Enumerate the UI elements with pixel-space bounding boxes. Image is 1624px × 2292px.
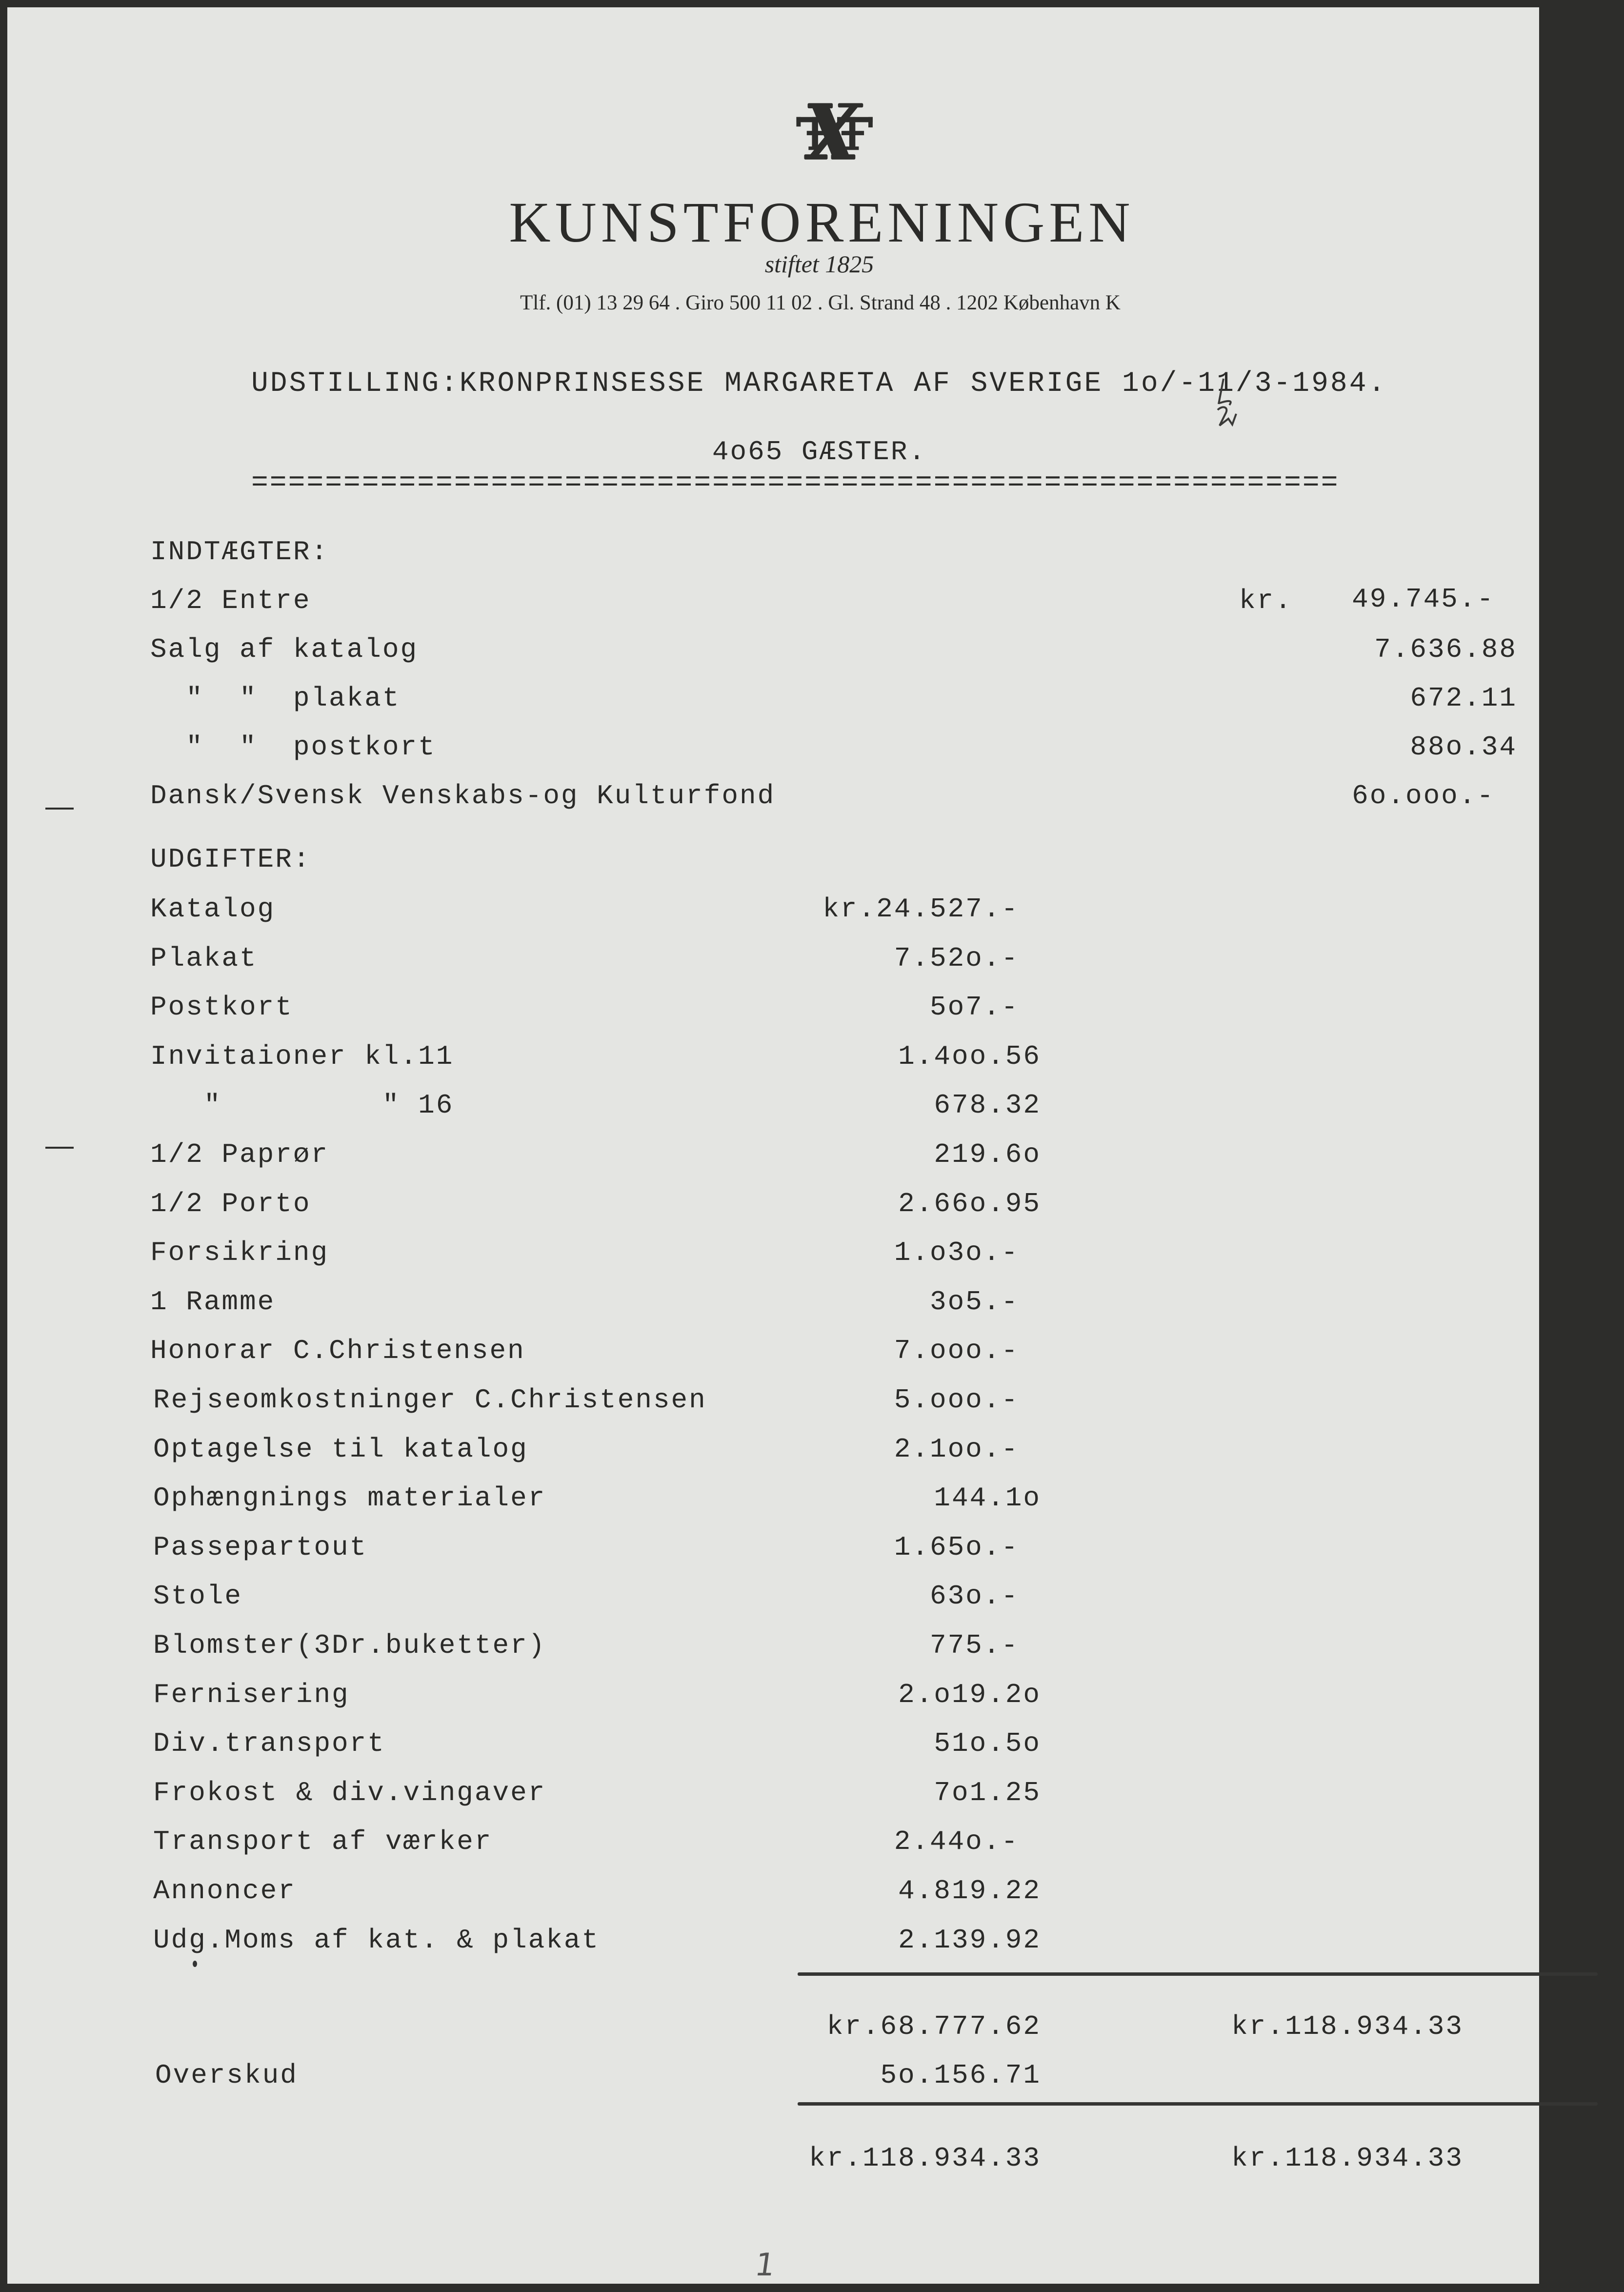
expense-amount: 5.ooo.- (894, 1384, 1019, 1416)
margin-tick-mark (45, 1147, 74, 1149)
income-heading: INDTÆGTER: (150, 536, 329, 568)
expense-label: Fernisering (153, 1679, 350, 1710)
balance-right: kr.118.934.33 (1231, 2143, 1464, 2174)
page-number: 1 (752, 2247, 778, 2283)
margin-tick-mark (45, 808, 74, 810)
expense-amount: 5o7.- (929, 992, 1019, 1023)
expense-amount: 51o.5o (934, 1728, 1041, 1759)
expense-amount: 678.32 (934, 1090, 1041, 1121)
expense-amount: 2.1oo.- (894, 1434, 1019, 1465)
expense-label: Passepartout (153, 1532, 368, 1563)
income-total: kr.118.934.33 (1231, 2011, 1464, 2042)
income-amount: 88o.34 (1410, 731, 1517, 763)
expense-label: Udg.Moms af kat. & plakat (153, 1925, 600, 1956)
expenses-subtotal: kr.68.777.62 (826, 2011, 1041, 2042)
expense-label: Postkort (150, 992, 293, 1023)
expense-amount: 1.4oo.56 (898, 1041, 1041, 1072)
stray-dot (193, 1961, 197, 1967)
organization-name: KUNSTFORENINGEN (509, 190, 1135, 254)
expense-label: Invitaioner kl.11 (150, 1041, 454, 1072)
expense-amount: 775.- (929, 1630, 1019, 1661)
expense-amount: 63o.- (929, 1581, 1019, 1612)
expense-amount: 1.65o.- (894, 1532, 1019, 1563)
income-label: Dansk/Svensk Venskabs-og Kulturfond (150, 780, 776, 811)
expense-amount: 7.52o.- (894, 943, 1019, 974)
expense-label: Frokost & div.vingaver (153, 1777, 546, 1808)
income-label: " " postkort (150, 731, 436, 763)
expense-label: Transport af værker (153, 1826, 493, 1857)
balance-left: kr.118.934.33 (809, 2143, 1041, 2174)
expense-label: Plakat (150, 943, 258, 974)
expense-label: Honorar C.Christensen (150, 1335, 525, 1366)
handwritten-correction (1209, 375, 1253, 428)
income-label: " " plakat (150, 683, 401, 714)
kf-monogram-icon (776, 93, 883, 171)
income-amount: 6o.ooo.- (1352, 780, 1495, 811)
expense-amount: 2.66o.95 (898, 1188, 1041, 1219)
expense-amount: 3o5.- (929, 1286, 1019, 1318)
expense-label: " " 16 (150, 1090, 454, 1121)
expense-amount: 144.1o (934, 1482, 1041, 1514)
expense-label: Div.transport (153, 1728, 385, 1759)
expense-amount: 2.139.92 (898, 1925, 1041, 1956)
expense-amount: 7o1.25 (934, 1777, 1041, 1808)
founded-line: stiftet 1825 (764, 250, 874, 278)
surplus-amount: 5o.156.71 (880, 2060, 1041, 2091)
expense-label: 1 Ramme (150, 1286, 276, 1318)
expense-label: 1/2 Paprør (150, 1139, 329, 1170)
income-currency: kr. (1239, 585, 1293, 616)
contact-line: Tlf. (01) 13 29 64 . Giro 500 11 02 . Gl. Strand 48 . 1202 København K (520, 291, 1121, 314)
expense-amount: kr.24.527.- (822, 893, 1019, 925)
double-rule-separator: =========================================================== (251, 467, 1340, 499)
expense-amount: 7.ooo.- (894, 1335, 1019, 1366)
expense-amount: 1.o3o.- (894, 1237, 1019, 1268)
income-label: 1/2 Entre (150, 585, 311, 616)
expense-amount: 219.6o (934, 1139, 1041, 1170)
expense-label: Forsikring (150, 1237, 329, 1268)
expense-amount: 2.o19.2o (898, 1679, 1041, 1710)
expense-label: Katalog (150, 893, 276, 925)
total-rule (798, 2102, 1598, 2106)
subtotal-rule (798, 1972, 1598, 1976)
expense-amount: 4.819.22 (898, 1875, 1041, 1907)
income-amount: 7.636.88 (1374, 634, 1517, 665)
guest-count: 4o65 GÆSTER. (712, 436, 927, 467)
expenses-heading: UDGIFTER: (150, 844, 311, 875)
income-label: Salg af katalog (150, 634, 419, 665)
income-amount: 49.745.- (1352, 584, 1495, 615)
expense-label: 1/2 Porto (150, 1188, 311, 1219)
expense-label: Rejseomkostninger C.Christensen (153, 1384, 707, 1416)
expense-label: Blomster(3Dr.buketter) (153, 1630, 546, 1661)
expense-amount: 2.44o.- (894, 1826, 1019, 1857)
surplus-label: Overskud (155, 2060, 298, 2091)
income-amount: 672.11 (1410, 683, 1517, 714)
expense-label: Optagelse til katalog (153, 1434, 528, 1465)
expense-label: Ophængnings materialer (153, 1482, 546, 1514)
expense-label: Stole (153, 1581, 243, 1612)
exhibition-title: UDSTILLING:KRONPRINSESSE MARGARETA AF SVERIGE 1o/-11/3-1984. (251, 368, 1387, 400)
expense-label: Annoncer (153, 1875, 296, 1907)
